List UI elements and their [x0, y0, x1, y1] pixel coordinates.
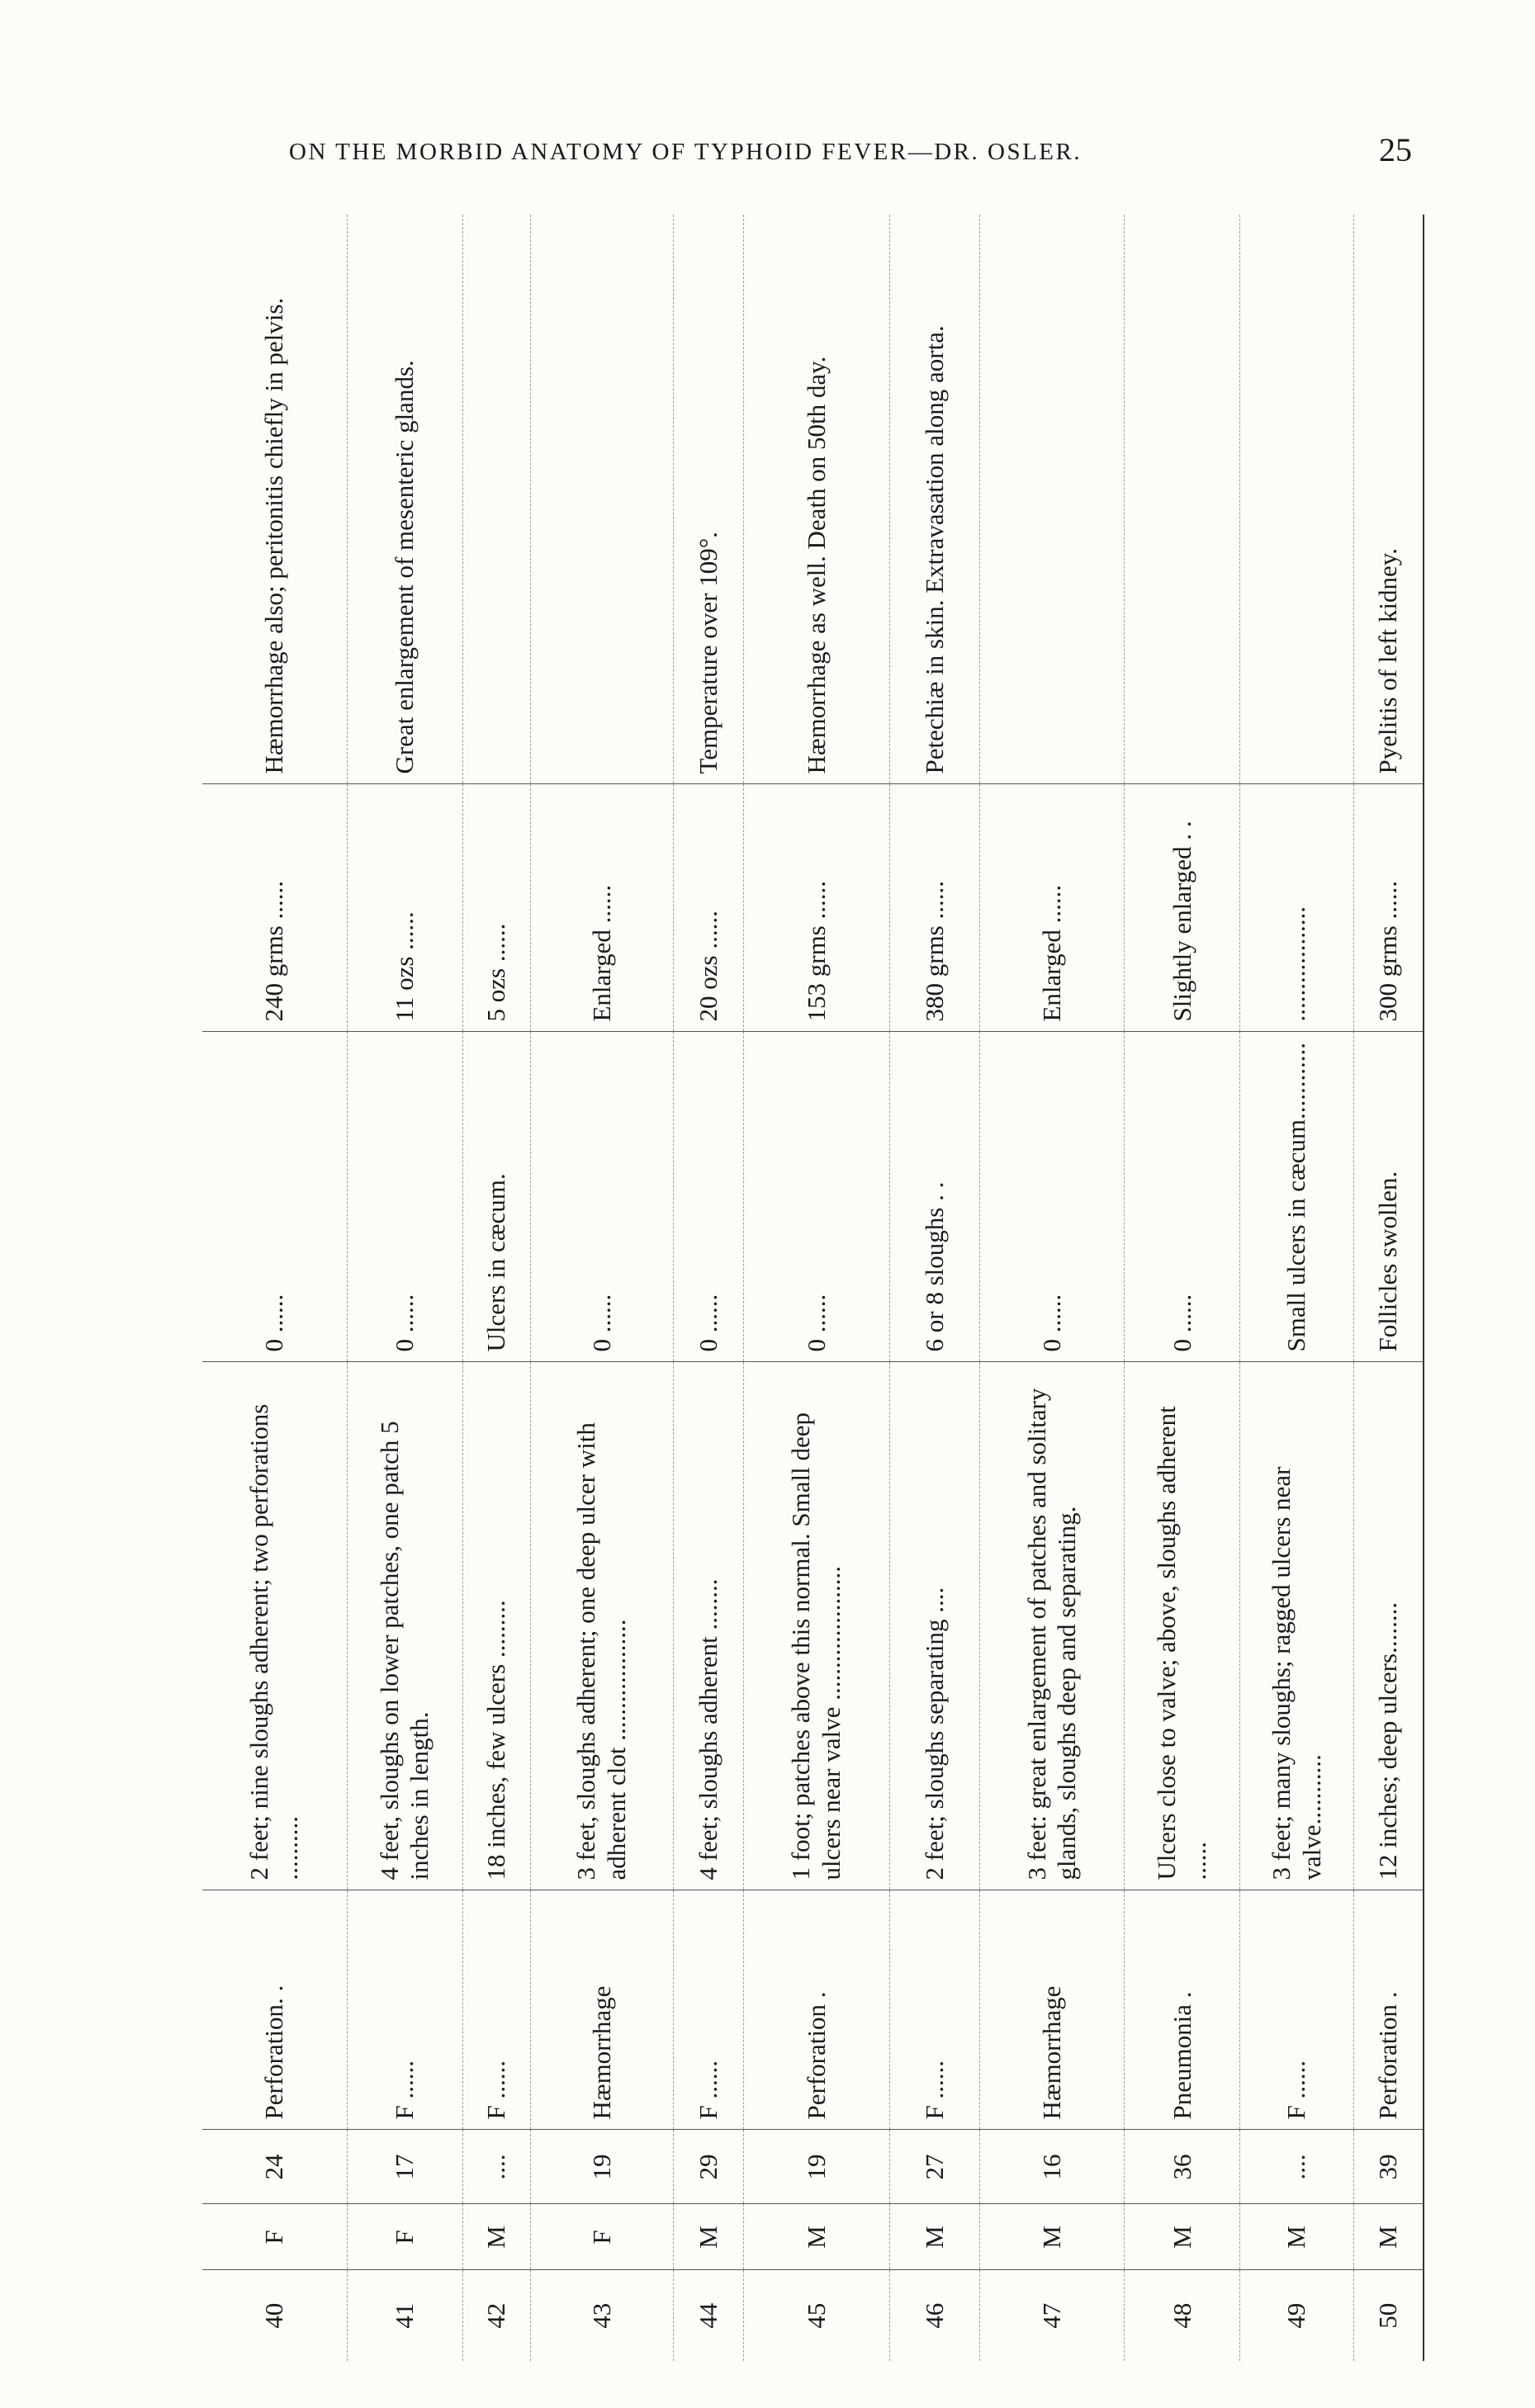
remarks: Hæmorrhage as well. Death on 50th day.	[743, 215, 890, 784]
age: 36	[1125, 2130, 1240, 2204]
ileum-lesions: 4 feet; sloughs adherent ........	[674, 1362, 743, 1890]
case-number: 47	[980, 2270, 1125, 2361]
spleen: Enlarged ......	[530, 784, 673, 1032]
table-row	[347, 215, 462, 2361]
table-row	[674, 215, 743, 2361]
cause-of-death: F ......	[674, 1890, 743, 2130]
spleen: 240 grms ......	[202, 784, 347, 1032]
case-number: 50	[1354, 2270, 1424, 2361]
colon-lesions: 0 ......	[674, 1032, 743, 1362]
colon-lesions: 0 ......	[1125, 1032, 1240, 1362]
table-row	[743, 215, 890, 2361]
spleen: ..................	[1240, 784, 1354, 1032]
colon-lesions: 0 ......	[980, 1032, 1125, 1362]
cause-of-death: Perforation .	[1354, 1890, 1424, 2130]
remarks	[980, 215, 1125, 784]
sex: M	[674, 2204, 743, 2270]
colon-lesions: 6 or 8 sloughs . .	[890, 1032, 980, 1362]
sex: M	[462, 2204, 530, 2270]
remarks: Temperature over 109°.	[674, 215, 743, 784]
ileum-lesions: 2 feet; sloughs separating ....	[890, 1362, 980, 1890]
sex: F	[202, 2204, 347, 2270]
cause-of-death: Perforation .	[743, 1890, 890, 2130]
spleen: 153 grms ......	[743, 784, 890, 1032]
cases-table	[202, 215, 1424, 2361]
case-number: 45	[743, 2270, 890, 2361]
colon-lesions: Follicles swollen.	[1354, 1032, 1424, 1362]
spleen: 380 grms ......	[890, 784, 980, 1032]
ileum-lesions: 12 inches; deep ulcers........	[1354, 1362, 1424, 1890]
sex: M	[1240, 2204, 1354, 2270]
ileum-lesions: 3 feet; many sloughs; ragged ulcers near valve...........	[1240, 1362, 1354, 1890]
age: ....	[462, 2130, 530, 2204]
case-number: 49	[1240, 2270, 1354, 2361]
cause-of-death: F ......	[890, 1890, 980, 2130]
sex: M	[980, 2204, 1125, 2270]
rotated-table	[202, 215, 1424, 2361]
sex: M	[1125, 2204, 1240, 2270]
remarks	[530, 215, 673, 784]
remarks: Petechiæ in skin. Extravasation along aorta.	[890, 215, 980, 784]
age: 27	[890, 2130, 980, 2204]
remarks: Pyelitis of left kidney.	[1354, 215, 1424, 784]
age: 29	[674, 2130, 743, 2204]
cause-of-death: F ......	[462, 1890, 530, 2130]
case-number: 43	[530, 2270, 673, 2361]
sex: M	[890, 2204, 980, 2270]
spleen: Enlarged ......	[980, 784, 1125, 1032]
ileum-lesions: 3 feet, sloughs adherent; one deep ulcer with adherent clot ...................	[530, 1362, 673, 1890]
cause-of-death: Hæmorrhage	[980, 1890, 1125, 2130]
table-row	[890, 215, 980, 2361]
ileum-lesions: 3 feet: great enlargement of patches and solitary glands, sloughs deep and separating.	[980, 1362, 1125, 1890]
sex: M	[1354, 2204, 1424, 2270]
ileum-lesions: 1 foot; patches above this normal. Small deep ulcers near valve .....................	[743, 1362, 890, 1890]
case-number: 44	[674, 2270, 743, 2361]
sex: M	[743, 2204, 890, 2270]
age: ....	[1240, 2130, 1354, 2204]
table-row	[1240, 215, 1354, 2361]
colon-lesions: 0 ......	[347, 1032, 462, 1362]
ileum-lesions: 18 inches, few ulcers .........	[462, 1362, 530, 1890]
colon-lesions: Small ulcers in cæcum............	[1240, 1032, 1354, 1362]
ileum-lesions: 4 feet, sloughs on lower patches, one patch 5 inches in length.	[347, 1362, 462, 1890]
spleen: 300 grms ......	[1354, 784, 1424, 1032]
spleen: 5 ozs ......	[462, 784, 530, 1032]
case-number: 40	[202, 2270, 347, 2361]
cause-of-death: Perforation. .	[202, 1890, 347, 2130]
case-number: 42	[462, 2270, 530, 2361]
running-title: ON THE MORBID ANATOMY OF TYPHOID FEVER—DR. OSLER.	[289, 139, 1083, 165]
page-number: 25	[1379, 131, 1412, 168]
age: 39	[1354, 2130, 1424, 2204]
age: 19	[743, 2130, 890, 2204]
spleen: Slightly enlarged . .	[1125, 784, 1240, 1032]
sex: F	[347, 2204, 462, 2270]
running-head	[289, 130, 1412, 172]
table-row	[1354, 215, 1424, 2361]
remarks: Hæmorrhage also; peritonitis chiefly in pelvis.	[202, 215, 347, 784]
ileum-lesions: Ulcers close to valve; above, sloughs adherent ......	[1125, 1362, 1240, 1890]
remarks	[462, 215, 530, 784]
cause-of-death: Hæmorrhage	[530, 1890, 673, 2130]
spleen: 20 ozs ......	[674, 784, 743, 1032]
case-number: 46	[890, 2270, 980, 2361]
colon-lesions: 0 ......	[530, 1032, 673, 1362]
case-number: 41	[347, 2270, 462, 2361]
age: 24	[202, 2130, 347, 2204]
remarks	[1240, 215, 1354, 784]
age: 19	[530, 2130, 673, 2204]
cause-of-death: Pneumonia .	[1125, 1890, 1240, 2130]
table-row	[202, 215, 347, 2361]
ileum-lesions: 2 feet; nine sloughs adherent; two perforations ..........	[202, 1362, 347, 1890]
case-number: 48	[1125, 2270, 1240, 2361]
cause-of-death: F ......	[1240, 1890, 1354, 2130]
remarks: Great enlargement of mesenteric glands.	[347, 215, 462, 784]
colon-lesions: 0 ......	[202, 1032, 347, 1362]
table-row	[1125, 215, 1240, 2361]
age: 17	[347, 2130, 462, 2204]
colon-lesions: 0 ......	[743, 1032, 890, 1362]
table-row	[980, 215, 1125, 2361]
table-row	[530, 215, 673, 2361]
remarks	[1125, 215, 1240, 784]
table-row	[462, 215, 530, 2361]
cause-of-death: F ......	[347, 1890, 462, 2130]
age: 16	[980, 2130, 1125, 2204]
colon-lesions: Ulcers in cæcum.	[462, 1032, 530, 1362]
sex: F	[530, 2204, 673, 2270]
spleen: 11 ozs ......	[347, 784, 462, 1032]
